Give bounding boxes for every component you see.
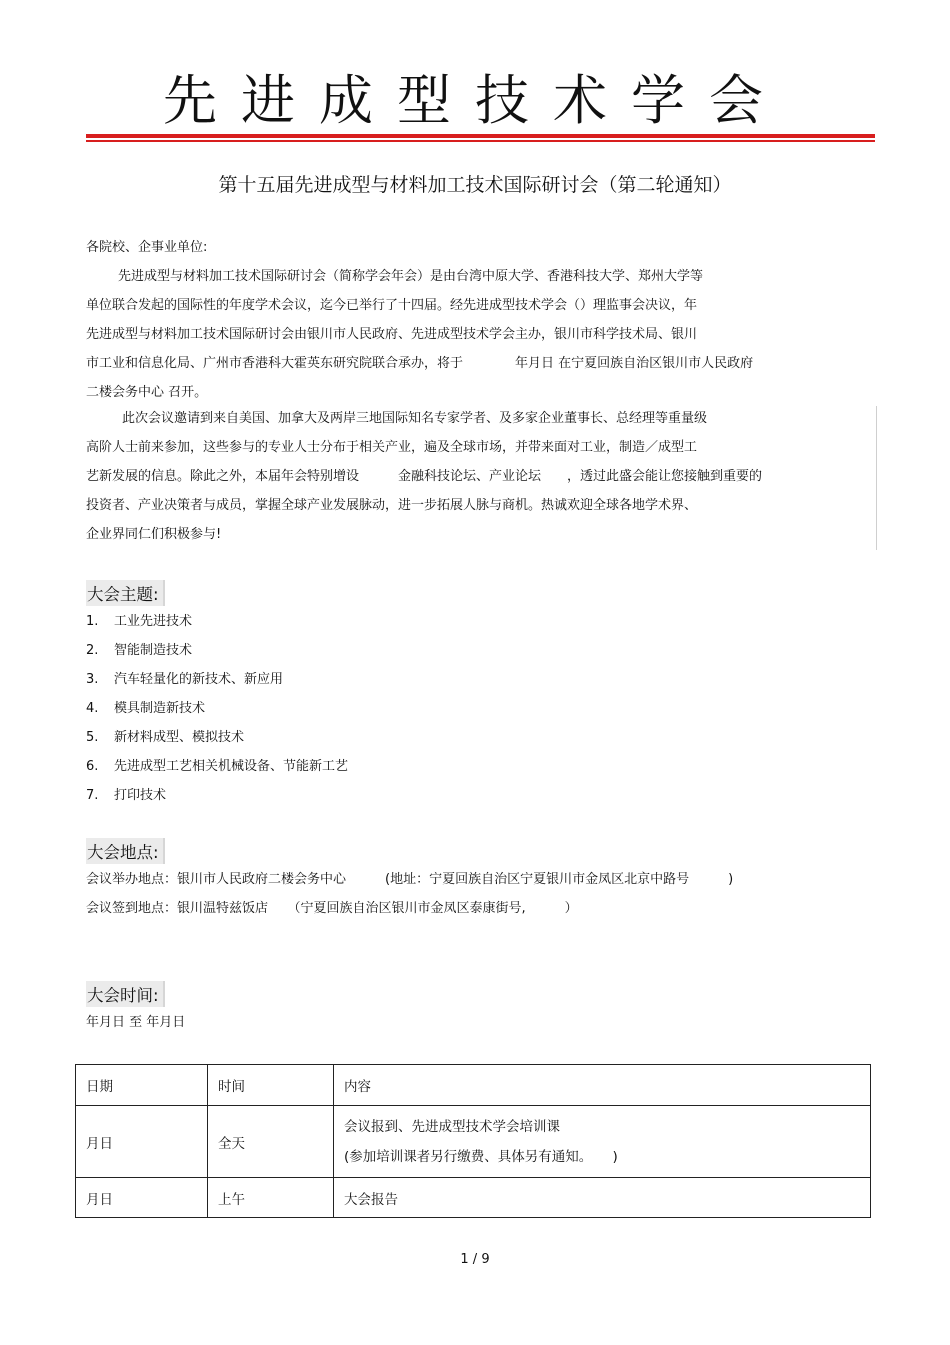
list-item: 6. 先进成型工艺相关机械设备、节能新工艺 [86, 759, 349, 774]
intro-line: 单位联合发起的国际性的年度学术会议，迄今已举行了十四届。经先进成型技术学会（）理监事会决议，年 [86, 298, 698, 313]
intro-line: 投资者、产业决策者与成员，掌握全球产业发展脉动，进一步拓展人脉与商机。热诚欢迎全球各地学术界、 [86, 498, 698, 513]
schedule-table [75, 1064, 871, 1218]
cell-content: 大会报告 [334, 1178, 871, 1218]
page-number: 1 / 9 [460, 1252, 490, 1267]
list-item: 5. 新材料成型、模拟技术 [86, 730, 245, 745]
intro-line: 先进成型与材料加工技术国际研讨会（简称学会年会）是由台湾中原大学、香港科技大学、郑州大学等 [118, 269, 704, 284]
document-title: 先进成型技术学会 [163, 69, 787, 132]
time-range: 年月日 至 年月日 [86, 1015, 186, 1030]
intro-line: 二楼会务中心 召开。 [86, 385, 208, 400]
salutation: 各院校、企事业单位: [86, 240, 208, 255]
title-rule-thick [86, 134, 875, 138]
cell-time: 全天 [208, 1106, 334, 1178]
intro-line: 艺新发展的信息。除此之外，本届年会特别增设 金融科技论坛、产业论坛 ，透过此盛会能让您接触到重要的 [86, 469, 763, 484]
time-heading: 大会时间: [86, 981, 165, 1007]
cell-date: 月日 [76, 1178, 208, 1218]
themes-heading: 大会主题: [86, 580, 165, 606]
table-row [76, 1178, 871, 1218]
intro-line: 企业界同仁们积极参与! [86, 527, 222, 542]
title-rule-thin [86, 140, 875, 142]
venue-line: 会议举办地点：银川市人民政府二楼会务中心 (地址：宁夏回族自治区宁夏银川市金凤区北京中路号 ) [86, 872, 734, 887]
header-time: 时间 [208, 1065, 334, 1106]
table-row [76, 1106, 871, 1178]
cell-time: 上午 [208, 1178, 334, 1218]
list-item: 2. 智能制造技术 [86, 643, 193, 658]
notice-title: 第十五届先进成型与材料加工技术国际研讨会（第二轮通知） [218, 174, 732, 196]
checkin-line: 会议签到地点：银川温特兹饭店 （宁夏回族自治区银川市金凤区泰康街号, ） [86, 901, 578, 916]
list-item: 3. 汽车轻量化的新技术、新应用 [86, 672, 284, 687]
cell-date: 月日 [76, 1106, 208, 1178]
intro-paragraph-1 [86, 262, 753, 407]
intro-line: 此次会议邀请到来自美国、加拿大及两岸三地国际知名专家学者、及多家企业董事长、总经理等重量级 [122, 411, 708, 426]
venue-heading: 大会地点: [86, 838, 165, 864]
intro-line: 高阶人士前来参加，这些参与的专业人士分布于相关产业，遍及全球市场，并带来面对工业，制造／成型工 [86, 440, 698, 455]
list-item: 4. 模具制造新技术 [86, 701, 206, 716]
list-item: 1. 工业先进技术 [86, 614, 193, 629]
intro-line: 市工业和信息化局、广州市香港科大霍英东研究院联合承办，将于 年月日 在宁夏回族自治区银川市人民政府 [86, 356, 754, 371]
table-header-row [76, 1065, 871, 1106]
cell-content: 会议报到、先进成型技术学会培训课 (参加培训课者另行缴费、具体另有通知。 ) [334, 1106, 871, 1178]
header-content: 内容 [334, 1065, 871, 1106]
themes-list [86, 607, 348, 810]
header-date: 日期 [76, 1065, 208, 1106]
list-item: 7. 打印技术 [86, 788, 167, 803]
intro-paragraph-2 [86, 404, 762, 549]
paragraph-edge-line [876, 406, 877, 550]
intro-line: 先进成型与材料加工技术国际研讨会由银川市人民政府、先进成型技术学会主办，银川市科学技术局、银川 [86, 327, 698, 342]
